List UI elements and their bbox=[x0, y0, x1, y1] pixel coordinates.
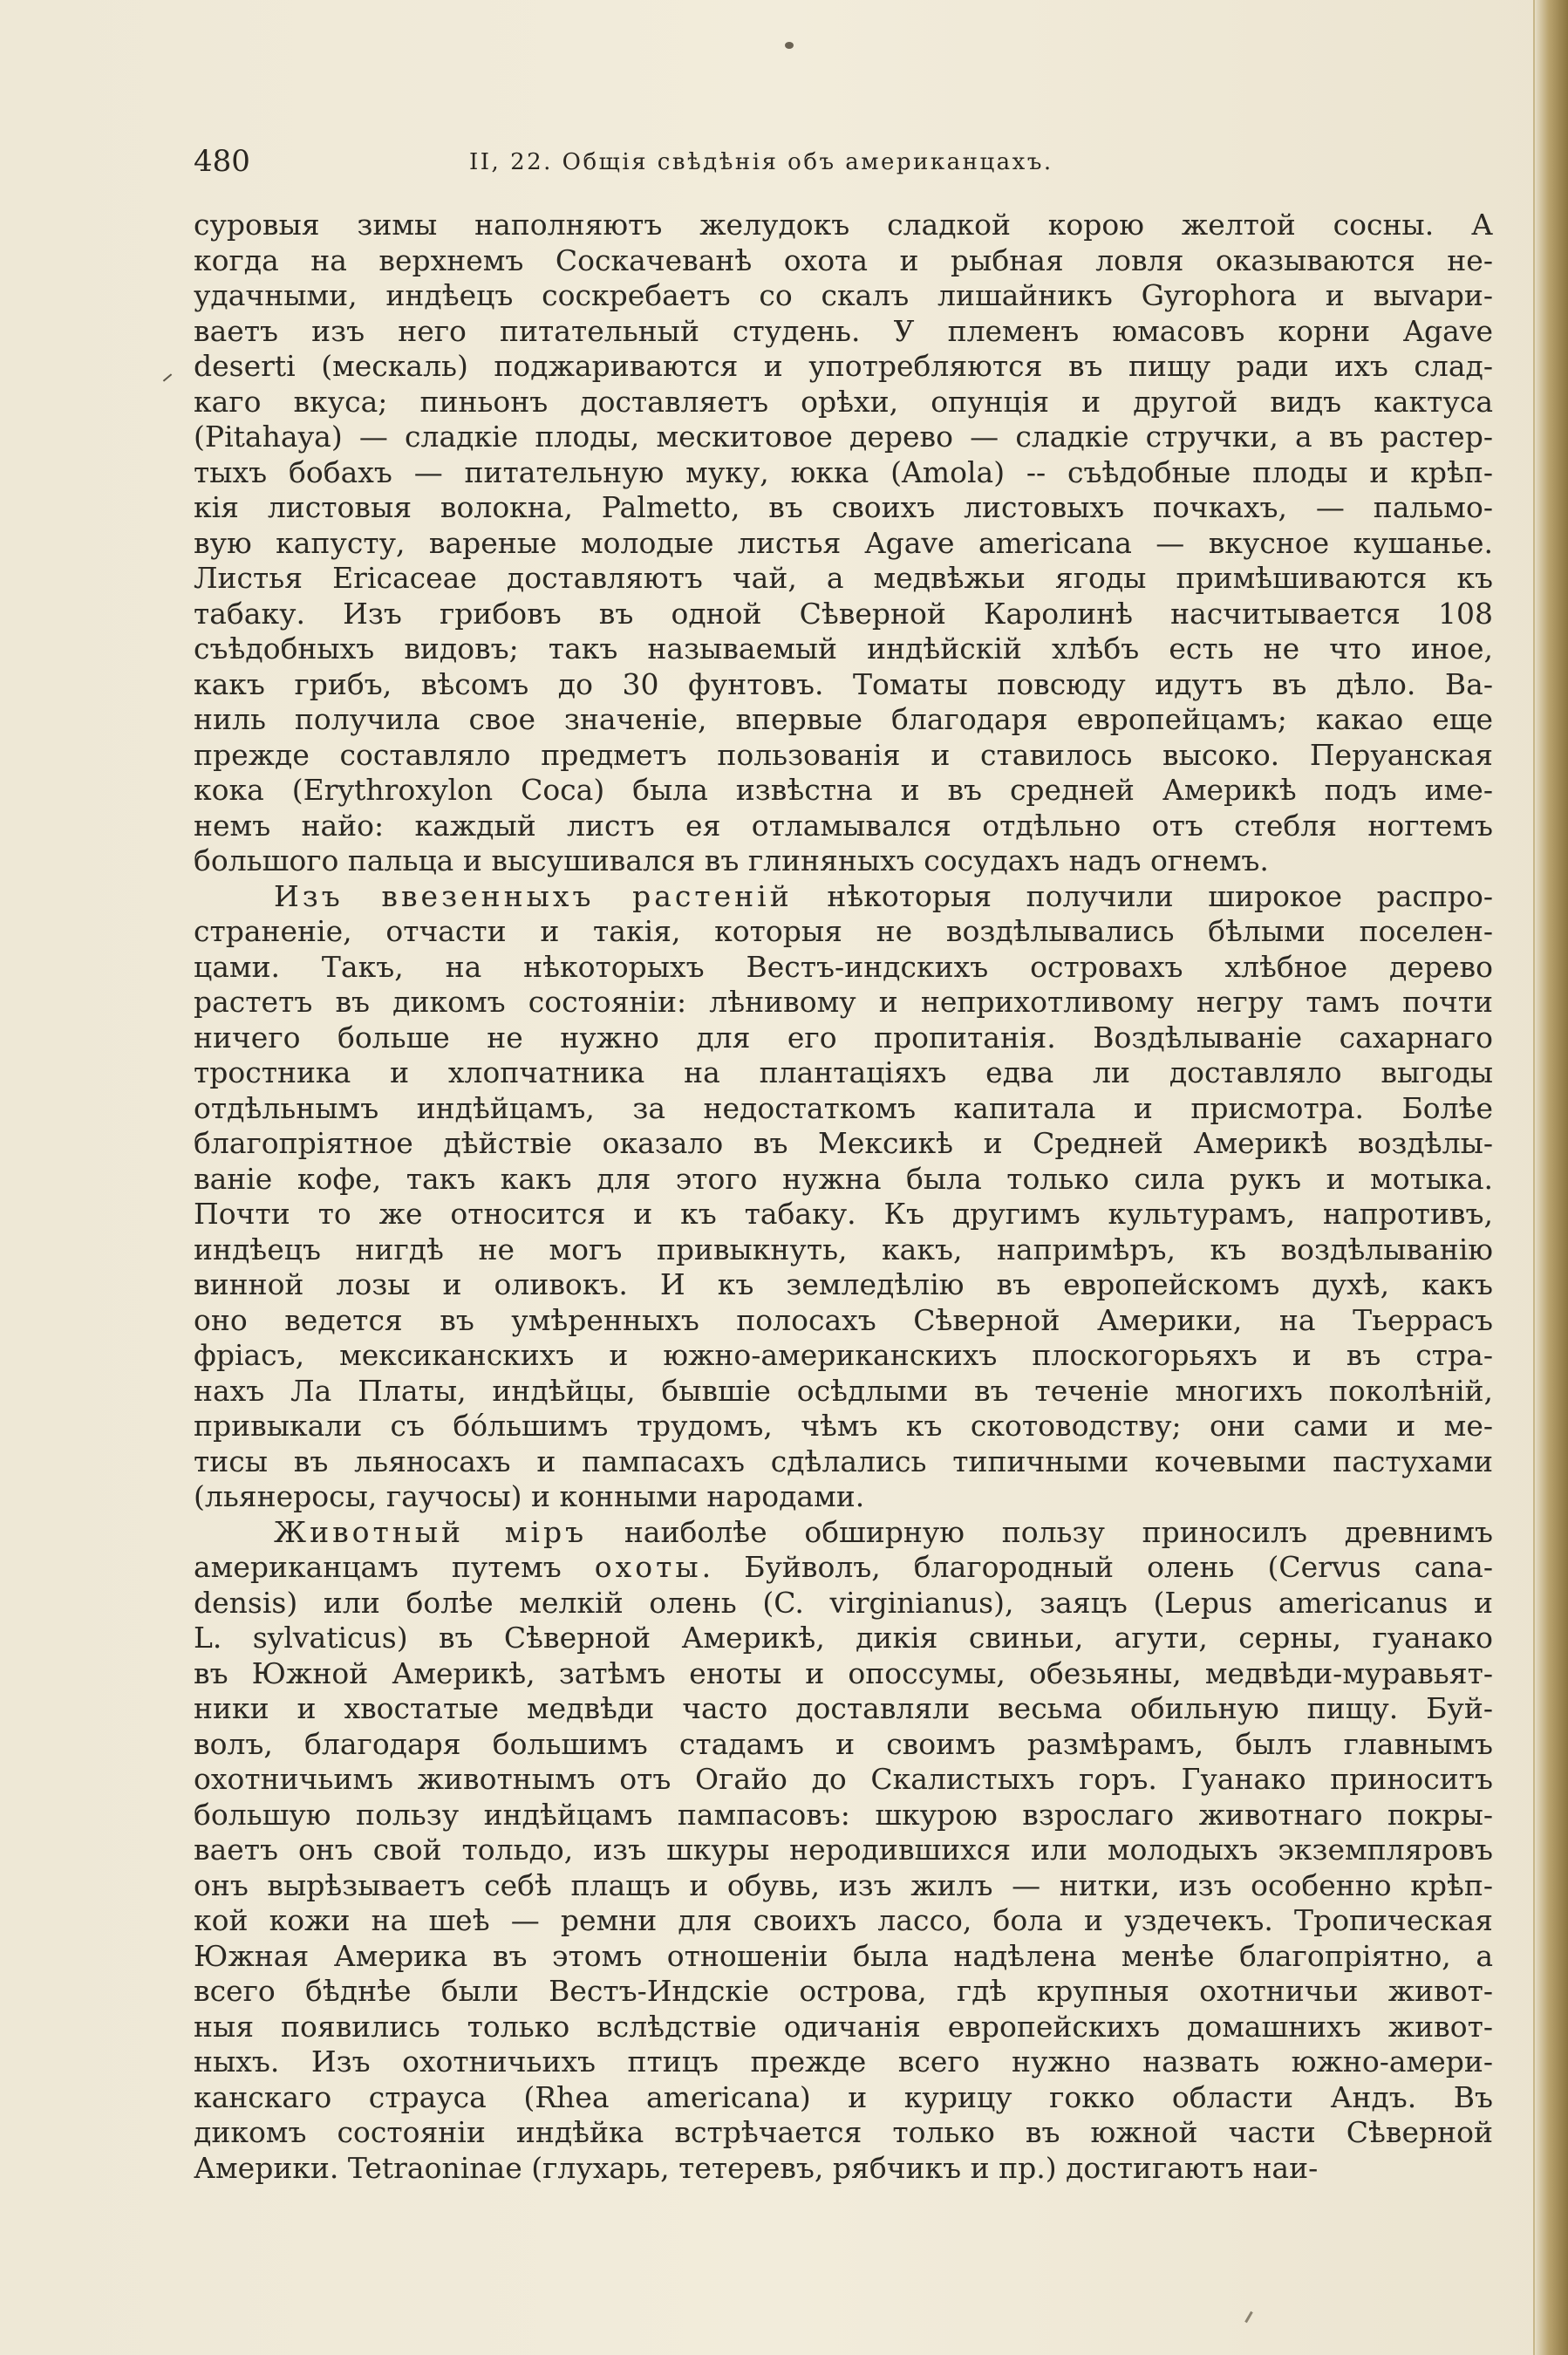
text-segment: densis) или болѣе мелкій олень (C. virginianus), заяцъ (Lepus americanus и bbox=[194, 1585, 1493, 1620]
text-line bbox=[194, 1162, 1493, 1198]
text-segment: привыкали съ бо́льшимъ трудомъ, чѣмъ къ скотоводству; они сами и ме- bbox=[194, 1409, 1493, 1443]
text-line bbox=[194, 455, 1493, 491]
margin-mark bbox=[163, 373, 172, 381]
text-segment: благопріятное дѣйствіе оказало въ Мексикѣ и Средней Америкѣ воздѣлы- bbox=[194, 1126, 1493, 1160]
text-line bbox=[194, 2044, 1493, 2080]
text-line bbox=[194, 1974, 1493, 2010]
text-segment: цами. Такъ, на нѣкоторыхъ Вестъ-индскихъ островахъ хлѣбное дерево bbox=[194, 949, 1493, 984]
page-edge-line bbox=[1533, 0, 1535, 2355]
text-segment: (льянеросы, гаучосы) и конными народами. bbox=[194, 1479, 865, 1513]
text-segment: въ Южной Америкѣ, затѣмъ еноты и опоссумы, обезьяны, медвѣди-муравьят- bbox=[194, 1655, 1493, 1690]
text-line bbox=[194, 1903, 1493, 1939]
text-segment: удачными, индѣецъ соскребаетъ со скалъ лишайникъ Gyrophora и выvари- bbox=[194, 278, 1493, 312]
text-line bbox=[194, 1691, 1493, 1727]
text-line bbox=[194, 879, 1493, 915]
text-line bbox=[194, 2080, 1493, 2116]
page-header bbox=[194, 141, 1493, 181]
text-segment: L. sylvaticus) въ Сѣверной Америкѣ, дикія свиньи, агути, серны, гуанако bbox=[194, 1621, 1493, 1655]
text-segment: наиболѣе обширную пользу приносилъ древнимъ bbox=[587, 1514, 1493, 1549]
text-line bbox=[194, 1303, 1493, 1339]
text-segment: охотничьимъ животнымъ отъ Огайо до Скалистыхъ горъ. Гуанако приноситъ bbox=[194, 1762, 1493, 1796]
text-line bbox=[194, 561, 1493, 597]
text-segment: ваетъ онъ свой тольдо, изъ шкуры неродившихся или молодыхъ экземпляровъ bbox=[194, 1833, 1493, 1867]
text-segment: нахъ Ла Платы, индѣйцы, бывшіе осѣдлыми въ теченіе многихъ поколѣній, bbox=[194, 1373, 1493, 1408]
text-segment: индѣецъ нигдѣ не могъ привыкнуть, какъ, напримѣръ, къ воздѣлыванію bbox=[194, 1232, 1493, 1266]
text-line bbox=[194, 1727, 1493, 1763]
text-line bbox=[194, 1479, 1493, 1515]
text-line bbox=[194, 597, 1493, 632]
text-line bbox=[194, 1798, 1493, 1833]
text-segment: онъ вырѣзываетъ себѣ плащъ и обувь, изъ жилъ — нитки, изъ особенно крѣп- bbox=[194, 1867, 1493, 1902]
text-segment: большую пользу индѣйцамъ пампасовъ: шкурою взрослаго животнаго покры- bbox=[194, 1797, 1493, 1832]
text-segment: кія листовыя волокна, Palmetto, въ своихъ листовыхъ почкахъ, — пальмо- bbox=[194, 490, 1493, 524]
spaced-emphasis-text: Животный міръ bbox=[274, 1514, 588, 1549]
ink-speck bbox=[1244, 2311, 1253, 2324]
text-segment: страненіе, отчасти и такія, которыя не воздѣлывались бѣлыми поселен- bbox=[194, 914, 1493, 948]
text-segment: табаку. Изъ грибовъ въ одной Сѣверной Каролинѣ насчитывается 108 bbox=[194, 596, 1493, 631]
text-line bbox=[194, 314, 1493, 350]
ink-speck bbox=[785, 42, 794, 49]
text-segment: Америки. Tetraoninae (глухарь, тетеревъ, рябчикъ и пр.) достигаютъ наи- bbox=[194, 2150, 1319, 2185]
text-segment: оно ведется въ умѣренныхъ полосахъ Сѣверной Америки, на Тьеррасъ bbox=[194, 1302, 1493, 1337]
text-line bbox=[194, 738, 1493, 774]
text-segment: суровыя зимы наполняютъ желудокъ сладкой корою желтой сосны. А bbox=[194, 208, 1493, 242]
text-line bbox=[194, 2151, 1493, 2187]
text-segment: (Pitahaya) — сладкіе плоды, мескитовое дерево — сладкіе стручки, а въ растер- bbox=[194, 420, 1493, 454]
text-segment: большого пальца и высушивался въ глиняныхъ сосудахъ надъ огнемъ. bbox=[194, 843, 1269, 877]
text-line bbox=[194, 1091, 1493, 1127]
text-segment: вую капусту, вареные молодые листья Agave americana — вкусное кушанье. bbox=[194, 525, 1493, 560]
text-line bbox=[194, 1586, 1493, 1621]
text-segment: ныя появились только вслѣдствіе одичанія европейскихъ домашнихъ живот- bbox=[194, 2009, 1493, 2044]
text-segment: какъ грибъ, вѣсомъ до 30 фунтовъ. Томаты повсюду идутъ въ дѣло. Ва- bbox=[194, 666, 1493, 701]
text-line bbox=[194, 1409, 1493, 1444]
text-segment: тисы въ льяносахъ и пампасахъ сдѣлались типичными кочевыми пастухами bbox=[194, 1444, 1493, 1478]
running-head: II, 22. Общія свѣдѣнія объ американцахъ. bbox=[469, 149, 1053, 175]
text-line bbox=[194, 1232, 1493, 1268]
text-line bbox=[194, 1868, 1493, 1904]
text-line bbox=[194, 702, 1493, 738]
text-line bbox=[194, 809, 1493, 844]
text-line bbox=[194, 1197, 1493, 1232]
text-line bbox=[194, 526, 1493, 562]
text-segment: ваетъ изъ него питательный студень. У племенъ юмасовъ корни Agave bbox=[194, 313, 1493, 348]
spaced-emphasis-text: охоты bbox=[594, 1550, 702, 1584]
text-segment: съѣдобныхъ видовъ; такъ называемый индѣйскій хлѣбъ есть не что иное, bbox=[194, 631, 1493, 666]
page-edge-shadow bbox=[1533, 0, 1568, 2355]
text-segment: ваніе кофе, такъ какъ для этого нужна была только сила рукъ и мотыка. bbox=[194, 1161, 1493, 1196]
text-segment: ныхъ. Изъ охотничьихъ птицъ прежде всего нужно назвать южно-амери- bbox=[194, 2044, 1493, 2079]
text-segment: Листья Ericaceae доставляютъ чай, а медвѣжьи ягоды примѣшиваются къ bbox=[194, 561, 1493, 595]
text-line bbox=[194, 1020, 1493, 1056]
text-segment: . Буйволъ, благородный олень (Cervus cana- bbox=[701, 1550, 1493, 1584]
text-line bbox=[194, 278, 1493, 314]
text-line bbox=[194, 243, 1493, 279]
text-line bbox=[194, 1055, 1493, 1091]
body-text bbox=[194, 208, 1493, 2186]
text-segment: всего бѣднѣе были Вестъ-Индскіе острова, гдѣ крупныя охотничьи живот- bbox=[194, 1974, 1493, 2008]
text-line bbox=[194, 1374, 1493, 1410]
text-line bbox=[194, 843, 1493, 879]
text-line bbox=[194, 1762, 1493, 1798]
text-segment: американцамъ путемъ bbox=[194, 1550, 595, 1584]
text-line bbox=[194, 1939, 1493, 1975]
text-line bbox=[194, 1267, 1493, 1303]
text-segment: тростника и хлопчатника на плантаціяхъ едва ли доставляло выгоды bbox=[194, 1055, 1493, 1089]
text-line bbox=[194, 385, 1493, 420]
text-segment: отдѣльнымъ индѣйцамъ, за недостаткомъ капитала и присмотра. Болѣе bbox=[194, 1090, 1493, 1125]
text-line bbox=[194, 490, 1493, 526]
spaced-emphasis-text: Изъ ввезенныхъ растеній bbox=[274, 878, 793, 913]
text-segment: немъ найо: каждый листъ ея отламывался отдѣльно отъ стебля ногтемъ bbox=[194, 808, 1493, 843]
text-segment: ники и хвостатые медвѣди часто доставляли весьма обильную пищу. Буй- bbox=[194, 1691, 1493, 1725]
text-segment: дикомъ состояніи индѣйка встрѣчается только въ южной части Сѣверной bbox=[194, 2115, 1493, 2149]
text-segment: Южная Америка въ этомъ отношеніи была надѣлена менѣе благопріятно, а bbox=[194, 1938, 1493, 1973]
text-line bbox=[194, 631, 1493, 667]
text-segment: deserti (мескаль) поджариваются и употребляются въ пищу ради ихъ слад- bbox=[194, 349, 1493, 383]
text-segment: кой кожи на шеѣ — ремни для своихъ лассо, бола и уздечекъ. Тропическая bbox=[194, 1903, 1493, 1937]
text-segment: винной лозы и оливокъ. И къ земледѣлію въ европейскомъ духѣ, какъ bbox=[194, 1267, 1493, 1301]
text-line bbox=[194, 985, 1493, 1020]
page-number: 480 bbox=[194, 144, 250, 179]
text-segment: нѣкоторыя получили широкое распро- bbox=[792, 878, 1494, 913]
text-line bbox=[194, 420, 1493, 455]
text-line bbox=[194, 1621, 1493, 1656]
text-segment: фріасъ, мексиканскихъ и южно-американскихъ плоскогорьяхъ и въ стра- bbox=[194, 1338, 1493, 1372]
text-line bbox=[194, 1338, 1493, 1374]
text-line bbox=[194, 1833, 1493, 1868]
text-line bbox=[194, 208, 1493, 243]
text-line bbox=[194, 914, 1493, 950]
text-segment: когда на верхнемъ Соскачеванѣ охота и рыбная ловля оказываются не- bbox=[194, 242, 1493, 277]
text-line bbox=[194, 1126, 1493, 1162]
text-line bbox=[194, 1550, 1493, 1586]
text-line bbox=[194, 1656, 1493, 1692]
text-segment: кока (Erythroxylon Coca) была извѣстна и въ средней Америкѣ подъ име- bbox=[194, 773, 1493, 807]
text-segment: растетъ въ дикомъ состояніи: лѣнивому и неприхотливому негру тамъ почти bbox=[194, 985, 1493, 1019]
text-line bbox=[194, 349, 1493, 385]
text-line bbox=[194, 950, 1493, 986]
text-line bbox=[194, 1444, 1493, 1480]
text-segment: тыхъ бобахъ — питательную муку, юкка (Amola) -- съѣдобные плоды и крѣп- bbox=[194, 454, 1493, 489]
text-segment: каго вкуса; пиньонъ доставляетъ орѣхи, опунція и другой видъ кактуса bbox=[194, 384, 1493, 419]
text-segment: ниль получила свое значеніе, впервые благодаря европейцамъ; какао еще bbox=[194, 702, 1493, 736]
text-line bbox=[194, 2010, 1493, 2045]
text-segment: ничего больше не нужно для его пропитанія. Воздѣлываніе сахарнаго bbox=[194, 1020, 1493, 1055]
text-segment: Почти то же относится и къ табаку. Къ другимъ культурамъ, напротивъ, bbox=[194, 1197, 1493, 1231]
text-line bbox=[194, 667, 1493, 703]
text-line bbox=[194, 2115, 1493, 2151]
text-line bbox=[194, 773, 1493, 809]
text-segment: волъ, благодаря большимъ стадамъ и своимъ размѣрамъ, былъ главнымъ bbox=[194, 1726, 1493, 1761]
text-segment: прежде составляло предметъ пользованія и ставилось высоко. Перуанская bbox=[194, 737, 1493, 772]
text-line bbox=[194, 1515, 1493, 1551]
text-segment: канскаго страуса (Rhea americana) и курицу гокко области Андъ. Въ bbox=[194, 2079, 1493, 2114]
